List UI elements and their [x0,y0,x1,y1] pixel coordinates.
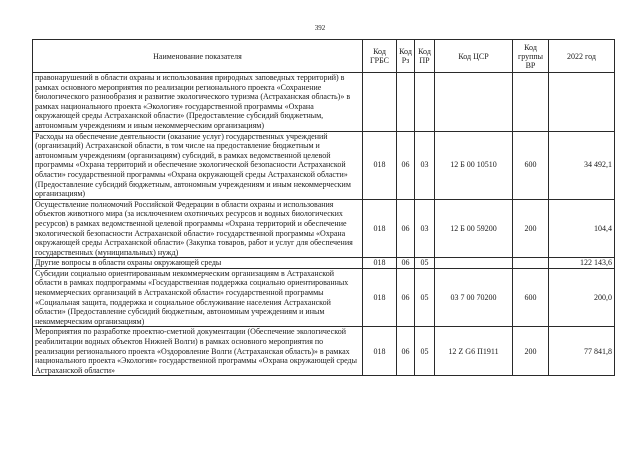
row-pr: 03 [415,131,435,199]
row-pr: 03 [415,199,435,258]
row-pr: 05 [415,268,435,327]
table-row [33,199,615,258]
row-name: Расходы на обеспечение деятельности (оказание услуг) государственных учреждений (организаций) Астраханской области, в том числе на предоставление бюджетным и автономным учреждениям (организациям) субсидий, в рамках ведомственной целевой программы «Охрана территорий и обеспечение экологической безопасности Астраханской области» государственной программы «Охрана окружающей среды Астраханской области» (Предоставление субсидий бюджетным, автономным учреждениям и иным некоммерческим организациям) [33,131,363,199]
table-row [33,327,615,376]
row-grbs: 018 [363,268,397,327]
header-name: Наименование показателя [33,40,363,73]
row-year-amount: 200,0 [549,268,615,327]
row-csr: 03 7 00 70200 [435,268,513,327]
row-year-amount: 77 841,8 [549,327,615,376]
table-row [33,131,615,199]
row-csr: 12 Б 00 59200 [435,199,513,258]
row-rz [397,73,415,132]
row-vr: 600 [513,268,549,327]
row-vr: 600 [513,131,549,199]
row-pr: 05 [415,258,435,269]
row-year-amount [549,73,615,132]
row-grbs [363,73,397,132]
row-pr: 05 [415,327,435,376]
row-name: Мероприятия по разработке проектно-сметной документации (Обеспечение экологической реабилитации водных объектов Нижней Волги) в рамках основного мероприятия по реализации регионального проекта «Оздоровление Волги (Астраханская область)» в рамках национального проекта «Экология» государственной программы «Охрана окружающей среды Астраханской области» [33,327,363,376]
row-grbs: 018 [363,258,397,269]
table-header-row [33,40,615,73]
row-name: Осуществление полномочий Российской Федерации в области охраны и использования объектов животного мира (за исключением охотничьих ресурсов и водных биологических ресурсов) в рамках ведомственной целевой программы «Охрана территорий и обеспечение экологической безопасности Астраханской области» государственной программы «Охрана окружающей среды Астраханской области» (Закупка товаров, работ и услуг для обеспечения государственных (муниципальных) нужд) [33,199,363,258]
header-pr: Код ПР [415,40,435,73]
row-name: Другие вопросы в области охраны окружающей среды [33,258,363,269]
row-rz: 06 [397,131,415,199]
row-rz: 06 [397,258,415,269]
row-vr [513,258,549,269]
page-number: 392 [314,24,326,32]
row-grbs: 018 [363,199,397,258]
row-rz: 06 [397,268,415,327]
table-row [33,258,615,269]
header-year: 2022 год [549,40,615,73]
row-csr: 12 Б 00 10510 [435,131,513,199]
row-vr [513,73,549,132]
row-year-amount: 122 143,6 [549,258,615,269]
row-csr [435,258,513,269]
table-row [33,73,615,132]
header-grbs: Код ГРБС [363,40,397,73]
budget-table [32,39,615,376]
row-rz: 06 [397,199,415,258]
row-csr: 12 Z G6 П1911 [435,327,513,376]
table-row [33,268,615,327]
row-csr [435,73,513,132]
row-name: правонарушений в области охраны и использования природных заповедных территорий) в рамках основного мероприятия по реализации регионального проекта «Сохранение биологического разнообразия и развитие экологического туризма (Астраханская область)» в рамках национального проекта «Экология» государственной программы «Охрана окружающей среды Астраханской области» (Предоставление субсидий бюджетным, автономным учреждениям и иным некоммерческим организациям) [33,73,363,132]
row-pr [415,73,435,132]
row-grbs: 018 [363,131,397,199]
row-year-amount: 34 492,1 [549,131,615,199]
row-rz: 06 [397,327,415,376]
header-csr: Код ЦСР [435,40,513,73]
row-year-amount: 104,4 [549,199,615,258]
row-name: Субсидии социально ориентированным некоммерческим организациям в Астраханской области в рамках подпрограммы «Государственная поддержка социально ориентированных некоммерческих организаций в Астраханской области» государственной программы «Социальная защита, поддержка и социальное обслуживание населения Астраханской области» (Предоставление субсидий бюджетным, автономным учреждениям и иным некоммерческим организациям) [33,268,363,327]
header-vr: Код группы ВР [513,40,549,73]
row-vr: 200 [513,327,549,376]
row-grbs: 018 [363,327,397,376]
header-rz: Код Рз [397,40,415,73]
row-vr: 200 [513,199,549,258]
